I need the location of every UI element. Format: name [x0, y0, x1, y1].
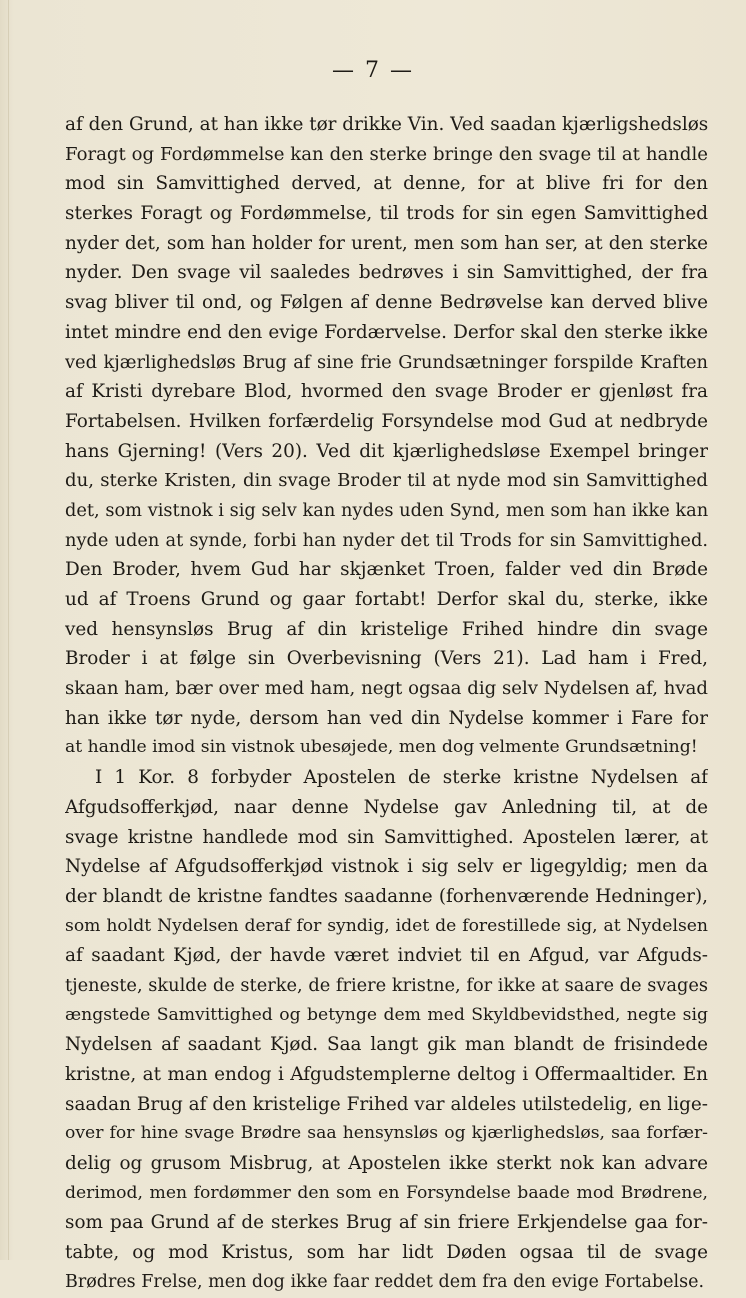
text-line: ved kjærlighedsløs Brug af sine frie Grundsætninger forspilde Kraften — [65, 351, 708, 373]
text-line: nyder det, som han holder for urent, men som han ser, at den sterke — [65, 232, 708, 254]
text-line: Fortabelsen. Hvilken forfærdelig Forsyndelse mod Gud at nedbryde — [65, 410, 708, 432]
text-line: Den Broder, hvem Gud har skjænket Troen, falder ved din Brøde — [65, 559, 708, 581]
text-line: ud af Troens Grund og gaar fortabt! Derfor skal du, sterke, ikke — [65, 589, 708, 610]
text-line: som holdt Nydelsen deraf for syndig, idet de forestillede sig, at Nydelsen — [65, 915, 708, 936]
text-line: svage kristne handlede mod sin Samvittighed. Apostelen lærer, at — [65, 826, 708, 848]
page-number: — 7 — — [332, 58, 414, 83]
text-line: Broder i at følge sin Overbevisning (Vers 21). Lad ham i Fred, — [65, 648, 708, 670]
text-line: ved hensynsløs Brug af din kristelige Frihed hindre din svage — [65, 618, 708, 640]
text-line: han ikke tør nyde, dersom han ved din Nydelse kommer i Fare for — [65, 707, 708, 729]
text-line: som paa Grund af de sterkes Brug af sin friere Erkjendelse gaa for- — [65, 1212, 708, 1234]
text-line: mod sin Samvittighed derved, at denne, for at blive fri for den — [65, 173, 708, 195]
text-line: Nydelsen af saadant Kjød. Saa langt gik man blandt de frisindede — [65, 1034, 708, 1056]
text-line: det, som vistnok i sig selv kan nydes uden Synd, men som han ikke kan — [65, 499, 708, 521]
text-line: over for hine svage Brødre saa hensynsløs og kjærlighedsløs, saa forfær- — [65, 1123, 708, 1144]
binding-gutter — [8, 0, 9, 1260]
paragraph-1 — [65, 110, 708, 763]
text-line: saadan Brug af den kristelige Frihed var aldeles utilstedelig, en lige- — [65, 1093, 708, 1115]
text-line: Nydelse af Afgudsofferkjød vistnok i sig selv er ligegyldig; men da — [65, 856, 708, 878]
text-line: Brødres Frelse, men dog ikke faar reddet dem fra den evige Fortabelse. — [65, 1271, 705, 1292]
text-line: delig og grusom Misbrug, at Apostelen ikke sterkt nok kan advare — [65, 1153, 708, 1175]
text-line: af den Grund, at han ikke tør drikke Vin. Ved saadan kjærligshedsløs — [65, 114, 708, 135]
text-line: hans Gjerning! (Vers 20). Ved dit kjærlighedsløse Exempel bringer — [65, 440, 708, 462]
text-line: skaan ham, bær over med ham, negt ogsaa dig selv Nydelsen af, hvad — [65, 678, 708, 700]
body-text — [65, 110, 708, 1298]
text-line: der blandt de kristne fandtes saadanne (forhenværende Hedninger), — [65, 885, 708, 907]
text-line: intet mindre end den evige Fordærvelse. Derfor skal den sterke ikke — [65, 321, 708, 343]
text-line: svag bliver til ond, og Følgen af denne Bedrøvelse kan derved blive — [65, 292, 708, 314]
text-line: af saadant Kjød, der havde været indviet til en Afgud, var Afguds- — [65, 945, 708, 967]
text-line: at handle imod sin vistnok ubesøjede, men dog velmente Grundsætning! — [65, 737, 698, 758]
text-line: nyder. Den svage vil saaledes bedrøves i sin Samvittighed, der fra — [65, 262, 708, 284]
text-line: du, sterke Kristen, din svage Broder til at nyde mod sin Samvittighed — [65, 470, 708, 492]
text-line: tabte, og mod Kristus, som har lidt Døden ogsaa til de svage — [65, 1242, 708, 1264]
text-line: ængstede Samvittighed og betynge dem med Skyldbevidsthed, negte sig — [65, 1004, 708, 1025]
text-line: nyde uden at synde, forbi han nyder det til Trods for sin Samvittighed. — [65, 529, 708, 551]
text-line: Foragt og Fordømmelse kan den sterke bringe den svage til at handle — [65, 143, 708, 165]
text-line: derimod, men fordømmer den som en Forsyndelse baade mod Brødrene, — [65, 1182, 708, 1203]
text-line: Afgudsofferkjød, naar denne Nydelse gav Anledning til, at de — [65, 796, 708, 818]
text-line: tjeneste, skulde de sterke, de friere kristne, for ikke at saare de svages — [65, 974, 708, 996]
text-line: kristne, at man endog i Afgudstemplerne deltog i Offermaaltider. En — [65, 1064, 708, 1085]
text-line: sterkes Foragt og Fordømmelse, til trods for sin egen Samvittighed — [65, 203, 708, 225]
text-line: I 1 Kor. 8 forbyder Apostelen de sterke kristne Nydelsen af — [95, 767, 708, 789]
paragraph-2 — [65, 763, 708, 1297]
text-line: af Kristi dyrebare Blod, hvormed den svage Broder er gjenløst fra — [65, 381, 708, 403]
